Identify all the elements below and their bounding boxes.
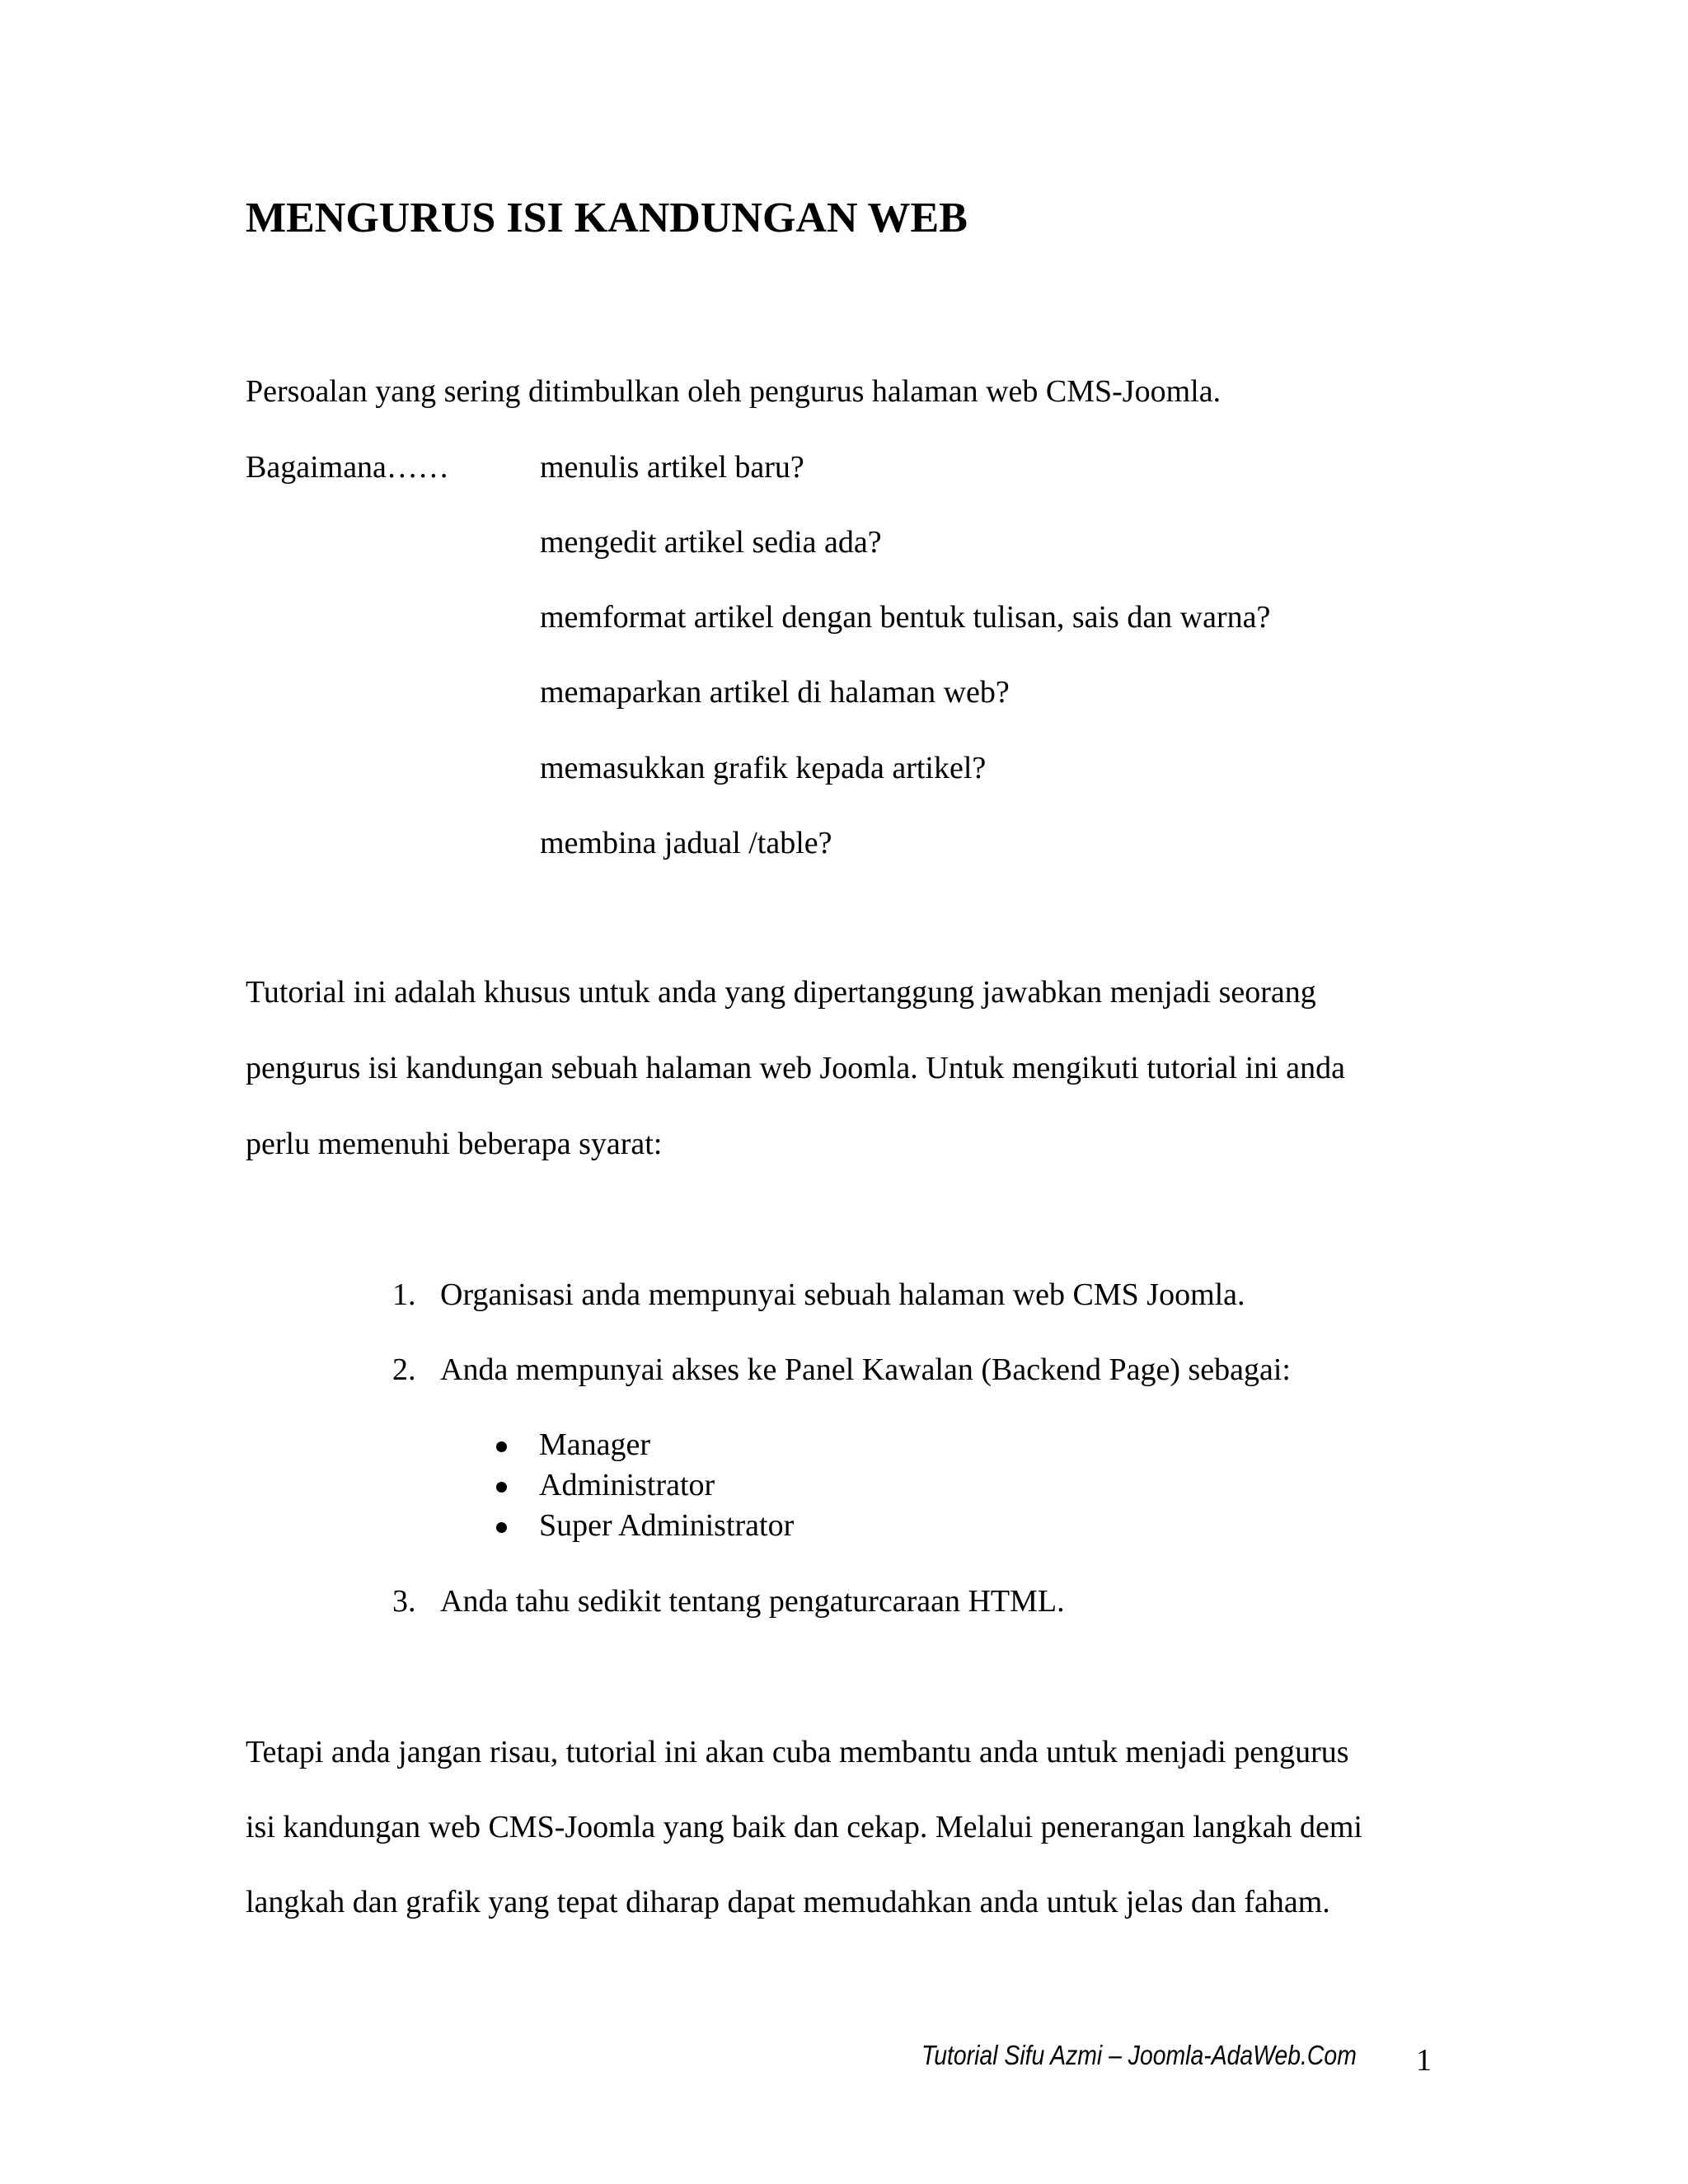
- question-item: memformat artikel dengan bentuk tulisan, sais dan warna?: [540, 600, 1271, 635]
- question-item: mengedit artikel sedia ada?: [540, 525, 882, 560]
- questions-label: Bagaimana……: [246, 450, 449, 485]
- list-number: 3.: [392, 1584, 416, 1619]
- question-item: memasukkan grafik kepada artikel?: [540, 751, 987, 785]
- page-number: 1: [1416, 2043, 1432, 2078]
- paragraph-line: pengurus isi kandungan sebuah halaman web Joomla. Untuk mengikuti tutorial ini anda: [246, 1051, 1345, 1085]
- paragraph-line: Tutorial ini adalah khusus untuk anda yang dipertanggung jawabkan menjadi seorang: [246, 975, 1316, 1010]
- requirement-item: Anda mempunyai akses ke Panel Kawalan (Backend Page) sebagai:: [440, 1352, 1291, 1387]
- paragraph-line: Tetapi anda jangan risau, tutorial ini akan cuba membantu anda untuk menjadi pengurus: [246, 1735, 1349, 1769]
- question-item: memaparkan artikel di halaman web?: [540, 675, 1010, 710]
- bullet-icon: [496, 1482, 507, 1493]
- paragraph-line: perlu memenuhi beberapa syarat:: [246, 1127, 663, 1161]
- role-item: Manager: [539, 1427, 651, 1462]
- bullet-icon: [496, 1522, 507, 1533]
- paragraph-line: langkah dan grafik yang tepat diharap dapat memudahkan anda untuk jelas dan faham.: [246, 1885, 1330, 1919]
- list-number: 1.: [392, 1277, 416, 1312]
- role-item: Super Administrator: [539, 1508, 795, 1543]
- requirement-item: Anda tahu sedikit tentang pengaturcaraan HTML.: [440, 1584, 1065, 1619]
- bullet-icon: [496, 1441, 507, 1452]
- role-item: Administrator: [539, 1468, 715, 1502]
- list-number: 2.: [392, 1352, 416, 1387]
- footer-credit: Tutorial Sifu Azmi – Joomla-AdaWeb.Com: [921, 2040, 1357, 2070]
- paragraph-line: isi kandungan web CMS-Joomla yang baik dan cekap. Melalui penerangan langkah demi: [246, 1810, 1362, 1844]
- intro-text: Persoalan yang sering ditimbulkan oleh pengurus halaman web CMS-Joomla.: [246, 374, 1221, 409]
- question-item: membina jadual /table?: [540, 826, 832, 860]
- question-item: menulis artikel baru?: [540, 450, 804, 485]
- requirement-item: Organisasi anda mempunyai sebuah halaman web CMS Joomla.: [440, 1277, 1245, 1312]
- page-title: MENGURUS ISI KANDUNGAN WEB: [246, 194, 968, 241]
